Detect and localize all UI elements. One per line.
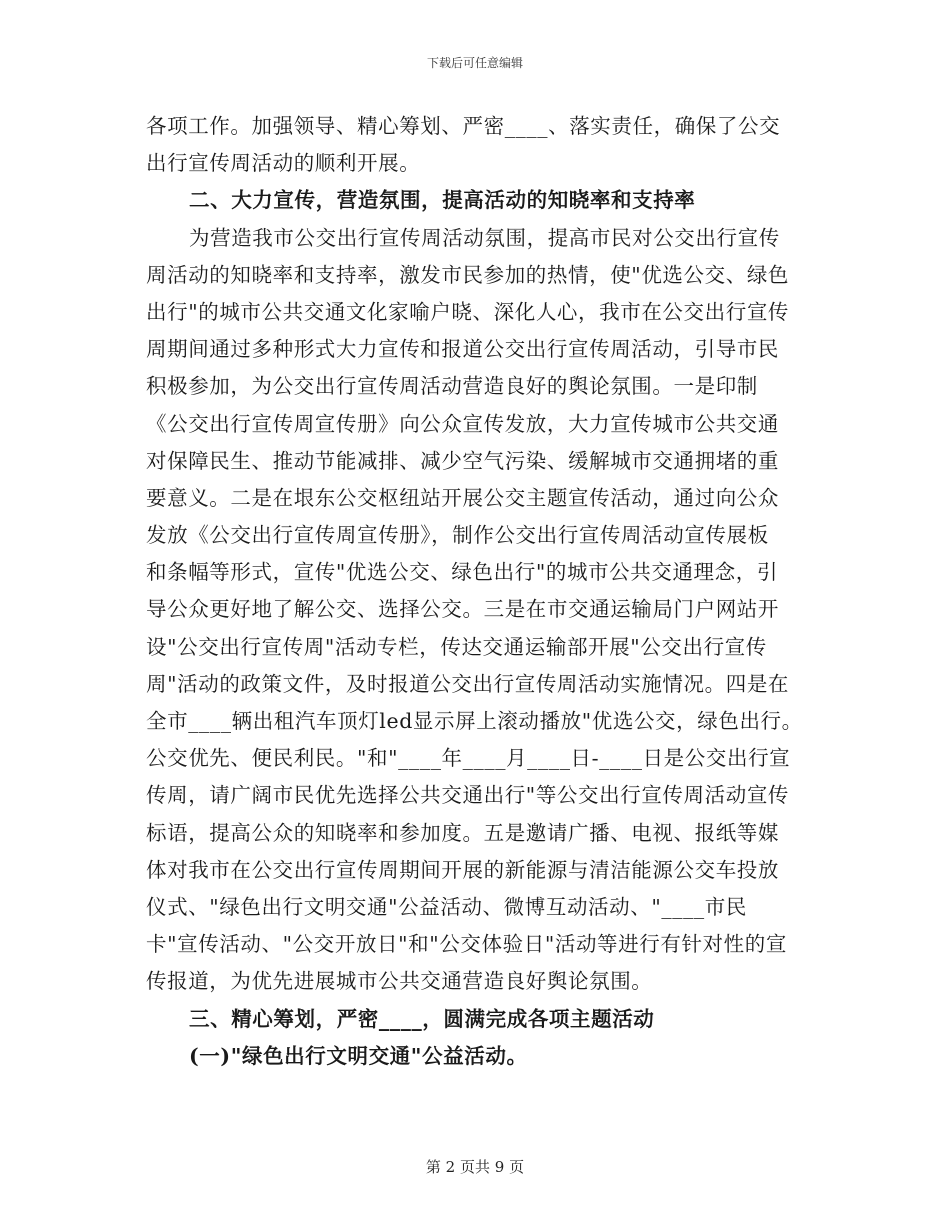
body-line: 对保障民生、推动节能减排、减少空气污染、缓解城市交通拥堵的重	[146, 448, 779, 473]
body-line: 传报道，为优先进展城市公共交通营造良好舆论氛围。	[146, 969, 653, 994]
body-line: 设"公交出行宣传周"活动专栏，传达交通运输部开展"公交出行宣传	[146, 634, 767, 659]
body-line: 卡"宣传活动、"公交开放日"和"公交体验日"活动等进行有针对性的宣	[146, 932, 787, 957]
body-line: 各项工作。加强领导、精心筹划、严密____、落实责任，确保了公交	[146, 114, 781, 138]
document-body	[146, 108, 826, 1075]
section-heading: 三、精心筹划，严密____，圆满完成各项主题活动	[189, 1006, 655, 1031]
body-line: 为营造我市公交出行宣传周活动氛围，提高市民对公交出行宣传	[189, 225, 780, 250]
body-line: 周活动的知晓率和支持率，激发市民参加的热情，使"优选公交、绿色	[146, 262, 790, 287]
body-line: 体对我市在公交出行宣传周期间开展的新能源与清洁能源公交车投放	[146, 857, 779, 882]
subsection-heading: (一)"绿色出行文明交通"公益活动。	[189, 1043, 528, 1068]
body-line: 仪式、"绿色出行文明交通"公益活动、微博互动活动、"____市民	[146, 894, 747, 919]
section-heading: 二、大力宣传，营造氛围，提高活动的知晓率和支持率	[189, 188, 696, 213]
body-line: 标语，提高公众的知晓率和参加度。五是邀请广播、电视、报纸等媒	[146, 820, 779, 845]
body-line: 发放《公交出行宣传周宣传册》，制作公交出行宣传周活动宣传展板	[146, 523, 769, 548]
body-line: 出行宣传周活动的顺利开展。	[146, 151, 421, 176]
body-line: 《公交出行宣传周宣传册》向公众宣传发放，大力宣传城市公共交通	[146, 411, 779, 436]
body-line: 和条幅等形式，宣传"优选公交、绿色出行"的城市公共交通理念，引	[146, 560, 778, 585]
body-line: 积极参加，为公交出行宣传周活动营造良好的舆论氛围。一是印制	[146, 374, 758, 399]
body-line: 公交优先、便民利民。"和"____年____月____日-____日是公交出行宣	[146, 746, 791, 771]
body-line: 传周，请广阔市民优先选择公共交通出行"等公交出行宣传周活动宣传	[146, 783, 790, 808]
body-line: 周"活动的政策文件，及时报道公交出行宣传周活动实施情况。四是在	[146, 671, 790, 696]
page-header: 下载后可任意编辑	[426, 56, 523, 70]
body-line: 全市____辆出租汽车顶灯led显示屏上滚动播放"优选公交，绿色出行。	[146, 709, 803, 733]
body-line: 出行"的城市公共交通文化家喻户晓、深化人心，我市在公交出行宣传	[146, 299, 790, 324]
page-footer: 第 2 页共 9 页	[425, 1158, 525, 1176]
body-line: 周期间通过多种形式大力宣传和报道公交出行宣传周活动，引导市民	[146, 337, 779, 362]
body-line: 要意义。二是在垠东公交枢纽站开展公交主题宣传活动，通过向公众	[146, 485, 779, 510]
body-line: 导公众更好地了解公交、选择公交。三是在市交通运输局门户网站开	[146, 597, 779, 622]
